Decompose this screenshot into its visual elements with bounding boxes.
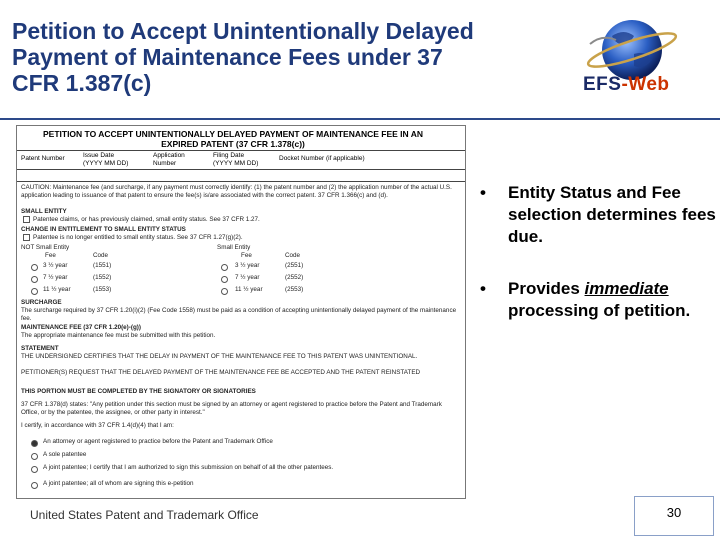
- signatory-radio: [31, 482, 38, 489]
- bullet-item: [476, 182, 716, 248]
- change-entity-head: CHANGE IN ENTITLEMENT TO SMALL ENTITY STATUS: [21, 226, 186, 233]
- bullet-text: Entity Status and Fee selection determines fees due.: [508, 183, 716, 246]
- fee-radio: [31, 264, 38, 271]
- bullet-text: Provides: [508, 279, 585, 298]
- certify-text: I certify, in accordance with 37 CFR 1.4(d)(4) that I am:: [21, 422, 174, 429]
- signatory-head: THIS PORTION MUST BE COMPLETED BY THE SIGNATORY OR SIGNATORIES: [21, 388, 256, 395]
- form-rule: [17, 169, 465, 170]
- small-entity-head: SMALL ENTITY: [21, 208, 67, 215]
- small-entity-checkbox: [23, 216, 30, 223]
- logo-text-web: -Web: [621, 74, 670, 95]
- footer-text: United States Patent and Trademark Office: [30, 508, 259, 522]
- fee-radio: [31, 288, 38, 295]
- fee-code: (2551): [285, 262, 304, 269]
- fee-code: (1551): [93, 262, 112, 269]
- signatory-radio: [31, 453, 38, 460]
- petition-request-text: PETITIONER(S) REQUEST THAT THE DELAYED PAYMENT OF THE MAINTENANCE FEE BE ACCEPTED AND THE PATENT REINSTATED: [21, 369, 421, 376]
- bullet-glyph: •: [480, 279, 486, 298]
- fee-year: 7 ½ year: [43, 274, 68, 281]
- logo-text-efs: EFS: [583, 74, 622, 95]
- code-label: Code: [93, 252, 109, 259]
- petition-form-image: [16, 125, 466, 499]
- col-filing-date: Filing Date (YYYY MM DD): [213, 152, 259, 167]
- fee-radio: [221, 276, 228, 283]
- bullet-list: [476, 182, 716, 346]
- not-small-entity-label: NOT Small Entity: [21, 244, 70, 251]
- fee-year: 3 ½ year: [43, 262, 68, 269]
- signatory-radio: [31, 440, 38, 447]
- form-rule: [17, 150, 465, 151]
- col-docket-number: Docket Number (if applicable): [279, 155, 365, 162]
- fee-label: Fee: [45, 252, 56, 259]
- signatory-option: An attorney or agent registered to practice before the Patent and Trademark Office: [43, 438, 273, 445]
- fee-year: 11 ½ year: [235, 286, 263, 293]
- col-patent-number: Patent Number: [21, 155, 65, 162]
- statement-text: THE UNDERSIGNED CERTIFIES THAT THE DELAY IN PAYMENT OF THE MAINTENANCE FEE TO THIS PATENT WAS UNINTENTIONAL.: [21, 353, 418, 360]
- small-entity-column-label: Small Entity: [217, 244, 251, 251]
- signatory-option: A joint patentee; all of whom are signing this e-petition: [43, 480, 194, 487]
- small-entity-claimed-text: Patentee claims, or has previously claimed, small entity status. See 37 CFR 1.27.: [33, 216, 260, 223]
- bullet-item: [476, 278, 716, 322]
- page-number: 30: [666, 505, 682, 520]
- efs-web-logo-text: [583, 74, 670, 96]
- change-entity-text: Patentee is no longer entitled to small entity status. See 37 CFR 1.27(g)(2).: [33, 234, 243, 241]
- title-divider: [0, 118, 720, 120]
- surcharge-head: SURCHARGE: [21, 299, 62, 306]
- fee-year: 11 ½ year: [43, 286, 71, 293]
- fee-radio: [221, 288, 228, 295]
- fee-code: (2552): [285, 274, 304, 281]
- bullet-glyph: •: [480, 183, 486, 202]
- statement-head: STATEMENT: [21, 345, 59, 352]
- fee-radio: [221, 264, 228, 271]
- fee-year: 3 ½ year: [235, 262, 260, 269]
- surcharge-text: The surcharge required by 37 CFR 1.20(i)(2) (Fee Code 1558) must be paid as a condition of accepting unintentionally delayed payment of the maintenance fee.: [21, 307, 457, 322]
- fee-year: 7 ½ year: [235, 274, 260, 281]
- maintenance-fee-text: The appropriate maintenance fee must be submitted with this petition.: [21, 332, 216, 339]
- slide-title: Petition to Accept Unintentionally Delayed Payment of Maintenance Fees under 37 CFR 1.387(c): [12, 18, 474, 96]
- fee-label: Fee: [241, 252, 252, 259]
- caution-text: CAUTION: Maintenance fee (and surcharge, if any payment must correctly identify: (1) the patent number and (2) the application number of the actual U.S. application leading to issuance of that patent to ensure the fee(s) is/are associated with the correct patent. 37 CFR 1.366(c) and (d).: [21, 184, 452, 199]
- change-entity-checkbox: [23, 234, 30, 241]
- fee-code: (1552): [93, 274, 112, 281]
- col-issue-date: Issue Date (YYYY MM DD): [83, 152, 129, 167]
- form-title: PETITION TO ACCEPT UNINTENTIONALLY DELAYED PAYMENT OF MAINTENANCE FEE IN AN EXPIRED PATENT (37 CFR 1.378(c)): [42, 129, 423, 149]
- maintenance-fee-head: MAINTENANCE FEE (37 CFR 1.20(e)-(g)): [21, 324, 141, 331]
- code-label: Code: [285, 252, 301, 259]
- signatory-radio: [31, 466, 38, 473]
- form-rule: [17, 181, 465, 182]
- bullet-text: processing of petition.: [508, 301, 691, 320]
- fee-code: (1553): [93, 286, 112, 293]
- signatory-option: A sole patentee: [43, 451, 87, 458]
- fee-radio: [31, 276, 38, 283]
- col-application-number: Application Number: [153, 152, 185, 167]
- signatory-text: 37 CFR 1.378(d) states: "Any petition under this section must be signed by an attorney or agent registered to practice before the Patent and Trademark Office, or by the patentee, the assignee, or other party in interest.": [21, 401, 442, 416]
- signatory-option: A joint patentee; I certify that I am authorized to sign this submission on behalf of all the other patentees.: [43, 464, 334, 471]
- fee-code: (2553): [285, 286, 304, 293]
- page-number-box: [634, 496, 714, 536]
- bullet-emphasis: immediate: [584, 279, 669, 298]
